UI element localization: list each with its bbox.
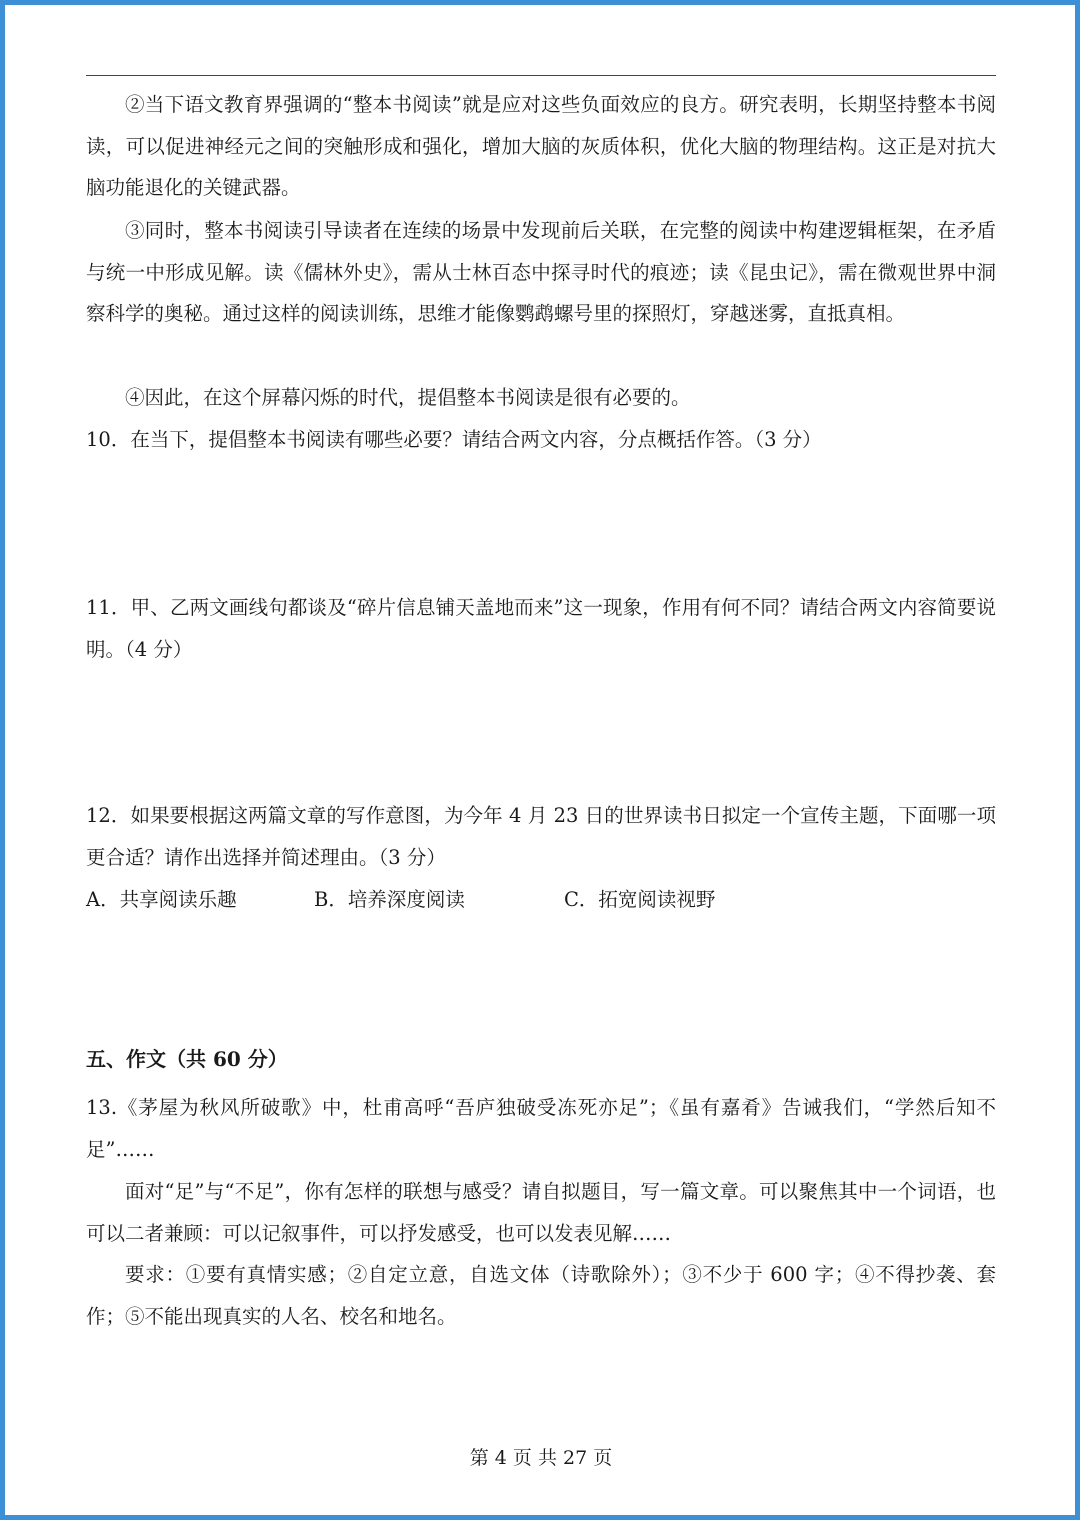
- passage-paragraph-4: ④因此，在这个屏幕闪烁的时代，提倡整本书阅读是很有必要的。: [125, 386, 691, 409]
- question-13: 13.《茅屋为秋风所破歌》中，杜甫高呼“吾庐独破受冻死亦足”；《虽有嘉肴》告诫我们，“学然后知不足”……: [86, 1096, 996, 1161]
- option-a: A．共享阅读乐趣: [86, 888, 237, 911]
- question-10: 10．在当下，提倡整本书阅读有哪些必要？请结合两文内容，分点概括作答。（3 分）: [86, 428, 822, 451]
- header-rule: [86, 75, 996, 76]
- writing-requirements: 要求：①要有真情实感；②自定立意，自选文体（诗歌除外）；③不少于 600 字；④不得抄袭、套作；⑤不能出现真实的人名、校名和地名。: [86, 1263, 996, 1328]
- option-c: C．拓宽阅读视野: [564, 888, 716, 911]
- question-12: 12．如果要根据这两篇文章的写作意图，为今年 4 月 23 日的世界读书日拟定一个宣传主题，下面哪一项更合适？请作出选择并简述理由。（3 分）: [86, 804, 996, 869]
- page-number: 第 4 页 共 27 页: [469, 1447, 613, 1469]
- question-11: 11．甲、乙两文画线句都谈及“碎片信息铺天盖地而来”这一现象，作用有何不同？请结合两文内容简要说明。（4 分）: [86, 596, 996, 661]
- question-12-options: [86, 879, 996, 920]
- writing-section-title: 五、作文（共 60 分）: [86, 1047, 288, 1071]
- exam-page: [86, 0, 996, 1520]
- option-b: B．培养深度阅读: [314, 888, 465, 911]
- passage-paragraph-2: ②当下语文教育界强调的“整本书阅读”就是应对这些负面效应的良方。研究表明，长期坚持整本书阅读，可以促进神经元之间的突触形成和强化，增加大脑的灰质体积，优化大脑的物理结构。这正是对抗大脑功能退化的关键武器。: [86, 93, 996, 199]
- writing-prompt: 面对“足”与“不足”，你有怎样的联想与感受？请自拟题目，写一篇文章。可以聚焦其中一个词语，也可以二者兼顾：可以记叙事件，可以抒发感受，也可以发表见解……: [86, 1180, 996, 1245]
- passage-paragraph-3: ③同时，整本书阅读引导读者在连续的场景中发现前后关联，在完整的阅读中构建逻辑框架，在矛盾与统一中形成见解。读《儒林外史》，需从士林百态中探寻时代的痕迹；读《昆虫记》，需在微观世界中洞察科学的奥秘。通过这样的阅读训练，思维才能像鹦鹉螺号里的探照灯，穿越迷雾，直抵真相。: [86, 219, 996, 325]
